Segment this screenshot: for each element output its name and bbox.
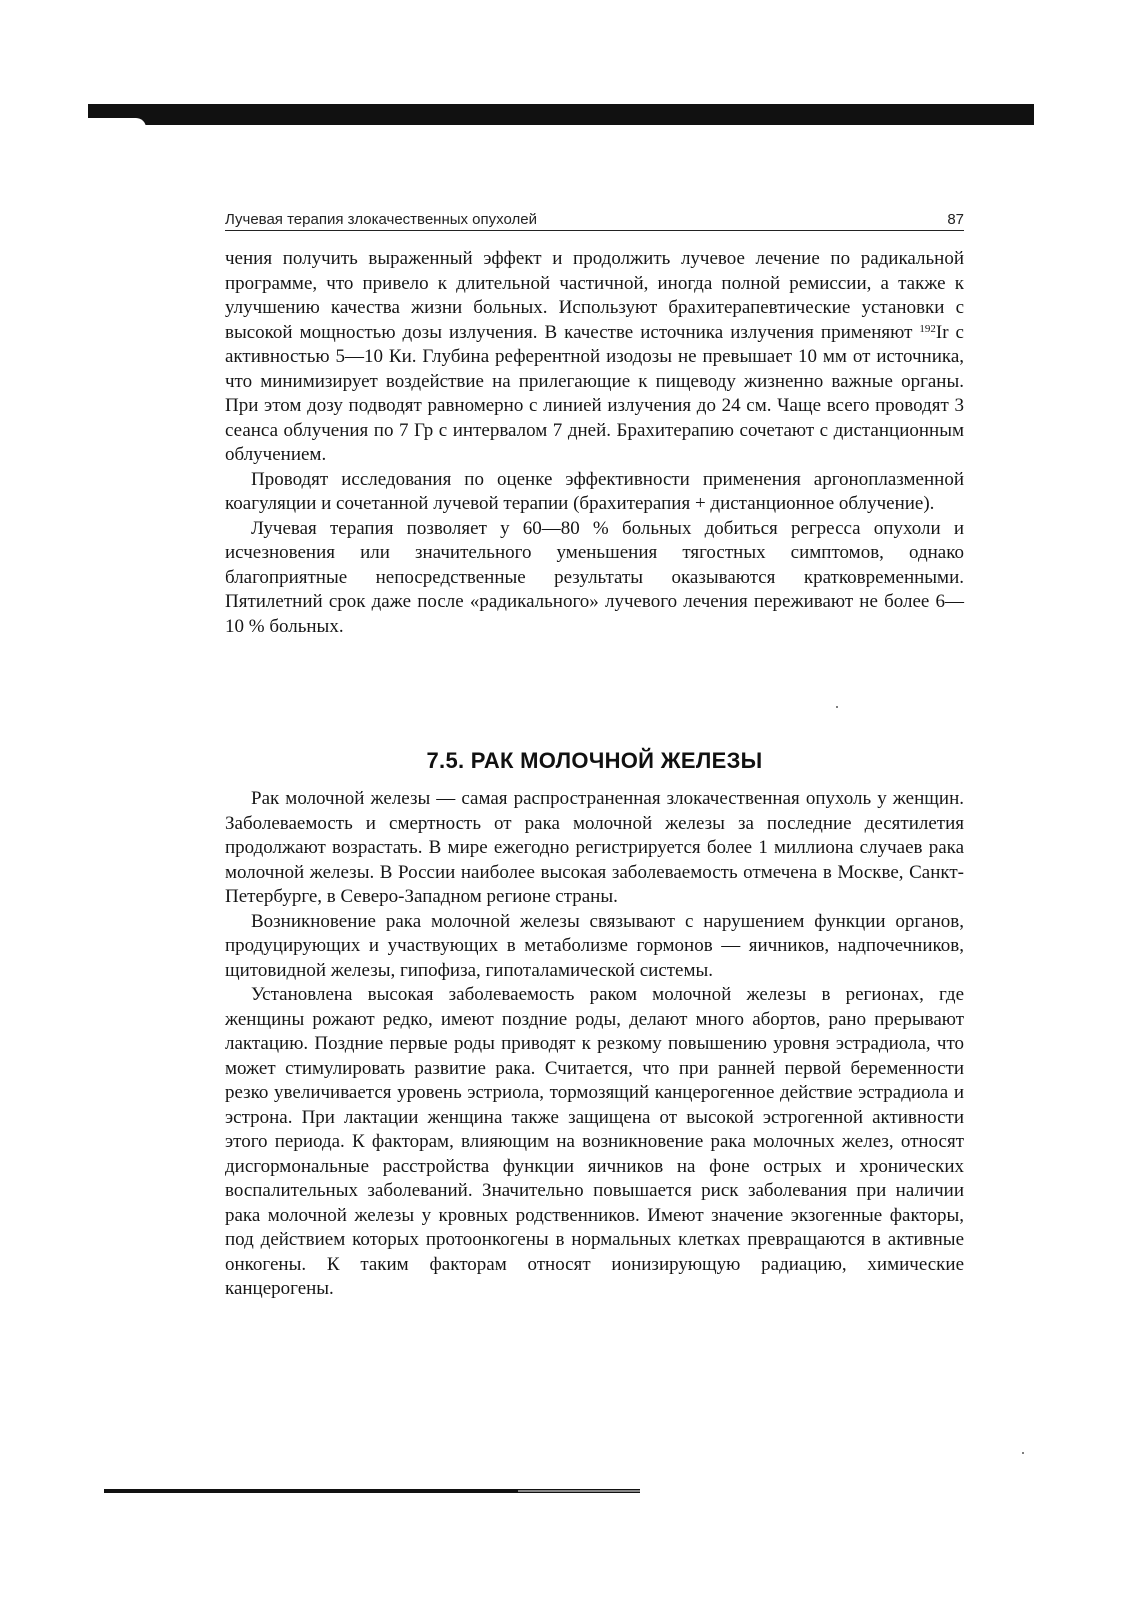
text-block-lower <box>225 787 964 1302</box>
paragraph-risk-factors: Установлена высокая заболеваемость раком молочной железы в регионах, где женщины рожают редко, имеют поздние роды, делают много абортов, рано прерывают лактацию. Поздние первые роды приводят к резкому повышению уровня эстрадиола, что может стимулировать развитие рака. Считается, что при ранней первой беременности резко увеличивается уровень эстриола, тормозящий канцерогенное действие эстрадиола и эстрона. При лактации женщина также защищена от высокой эстрогенной активности этого периода. К факторам, влияющим на возникновение рака молочных желез, относят дисгормональные расстройства функции яичников на фоне острых и хронических воспалительных заболеваний. Значительно повышается риск заболевания при наличии рака молочной железы у кровных родственников. Имеют значение экзогенные факторы, под действием которых протоонкогены в нормальных клетках превращаются в активные онкогены. К таким факторам относят ионизирующую радиацию, химические канцерогены. <box>225 984 964 1299</box>
scan-speck <box>836 706 838 708</box>
paragraph-epidemiology: Рак молочной железы — самая распространенная злокачественная опухоль у женщин. Заболеваемость и смертность от рака молочной железы за последние десятилетия продолжают возрастать. В мире ежегодно регистрируется более 1 миллиона случаев рака молочной железы. В России наиболее высокая заболеваемость отмечена в Москве, Санкт-Петербурге, в Северо-Западном регионе страны. <box>225 788 964 907</box>
paragraph-results: Лучевая терапия позволяет у 60—80 % больных добиться регресса опухоли и исчезновения или значительного уменьшения тягостных симптомов, однако благоприятные непосредственные результаты оказываются кратковременными. Пятилетний срок даже после «радикального» лучевого лечения переживают не более 6—10 % больных. <box>225 517 964 637</box>
paragraph-research: Проводят исследования по оценке эффективности применения аргоноплазменной коагуляции и сочетанной лучевой терапии (брахитерапия + дистанционное облучение). <box>225 468 964 514</box>
page-number: 87 <box>947 211 964 228</box>
bottom-rule-thin <box>518 1490 640 1492</box>
paragraph-brachytherapy-part2: Ir с активностью 5—10 Ки. Глубина референтной изодозы не превышает 10 мм от источника, что минимизирует воздействие на прилегающие к пищеводу жизненно важные органы. При этом дозу подводят равномерно с линией излучения до 24 см. Чаще всего проводят 3 сеанса облучения по 7 Гр с интервалом 7 дней. Брахитерапию сочетают с дистанционным облучением. <box>225 321 964 465</box>
scan-speck <box>1022 1452 1024 1454</box>
isotope-superscript: 192 <box>919 322 936 335</box>
top-decorative-bar <box>88 104 1034 125</box>
paragraph-brachytherapy <box>225 247 964 468</box>
section-heading: 7.5. РАК МОЛОЧНОЙ ЖЕЛЕЗЫ <box>426 748 763 773</box>
running-header-title: Лучевая терапия злокачественных опухолей <box>225 211 537 228</box>
paragraph-brachytherapy-part1: чения получить выраженный эффект и продолжить лучевое лечение по радикальной программе, что привело к длительной частичной, иногда полной ремиссии, а также к улучшению качества жизни больных. Используют брахитерапевтические установки с высокой мощностью дозы излучения. В качестве источника излучения применяют <box>225 248 964 343</box>
top-bar-notch <box>88 118 146 129</box>
paragraph-hormones: Возникновение рака молочной железы связывают с нарушением функции органов, продуцирующих и участвующих в метаболизме гормонов — яичников, надпочечников, щитовидной железы, гипофиза, гипоталамической системы. <box>225 910 964 981</box>
text-block-upper <box>225 247 964 639</box>
running-header <box>225 211 964 231</box>
